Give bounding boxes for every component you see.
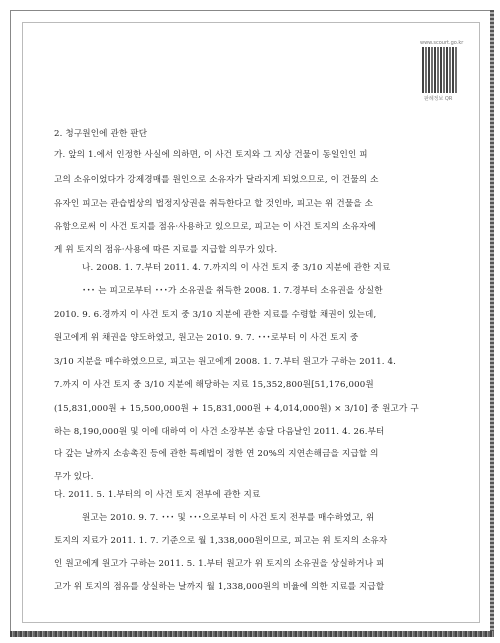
text-line: 하는 8,190,000원 및 이에 대하여 이 사건 소장부본 송달 다음날인 2011. 4. 26.부터	[54, 427, 385, 437]
text-line: 7.까지 이 사건 토지 중 3/10 지분에 해당하는 지료 15,352,800원[51,176,000원	[54, 380, 374, 390]
scan-edge-right	[490, 10, 494, 633]
scan-edge-bottom	[10, 631, 494, 637]
text-line: 유자인 피고는 관습법상의 법정지상권을 취득한다고 할 것인바, 피고는 위 건물을 소	[54, 199, 374, 209]
text-line: 토지의 지료가 2011. 1. 7. 기준으로 월 1,338,000원이므로, 피고는 위 토지의 소유자	[54, 536, 388, 546]
subsection-heading: 다. 2011. 5. 1.부터의 이 사건 토지 전부에 관한 지료	[54, 490, 261, 500]
text-line: 고가 위 토지의 점유를 상실하는 날까지 월 1,338,000원의 비율에 의한 지료를 지급할	[54, 582, 385, 592]
text-line: 인 원고에게 원고가 구하는 2011. 5. 1.부터 원고가 위 토지의 소유권을 상실하거나 피	[54, 559, 385, 569]
text-line: 원고에게 위 채권을 양도하였고, 원고는 2010. 9. 7. ･･･로부터 이 사건 토지 중	[54, 333, 359, 343]
text-line: (15,831,000원 + 15,500,000원 + 15,831,000원 + 4,014,000원) × 3/10] 중 원고가 구	[54, 404, 419, 414]
text-line: 가. 앞의 1.에서 인정한 사실에 의하면, 이 사건 토지와 그 지상 건물이 동일인인 피	[54, 150, 368, 160]
text-line: 원고는 2010. 9. 7. ･･･ 및 ･･･으로부터 이 사건 토지 전부를 매수하였고, 위	[82, 513, 375, 523]
page-inner-border	[22, 22, 480, 623]
text-line: 게 위 토지의 점유·사용에 따른 지료를 지급할 의무가 있다.	[54, 245, 278, 255]
text-line: 2010. 9. 6.경까지 이 사건 토지 중 3/10 지분에 관한 지료를 수령할 채권이 있는데,	[54, 310, 377, 320]
text-line: 3/10 지분을 매수하였으므로, 피고는 원고에게 2008. 1. 7.부터 원고가 구하는 2011. 4.	[54, 357, 396, 367]
text-line: ･･･ 는 피고로부터 ･･･가 소유권을 취득한 2008. 1. 7.경부터 소유권을 상실한	[82, 286, 383, 296]
text-line: 무가 있다.	[54, 472, 94, 482]
text-line: 다 갚는 날까지 소송촉진 등에 관한 특례법이 정한 연 20%의 지연손해금을 지급할 의	[54, 449, 379, 459]
qr-caption-top: www.scourt.go.kr	[420, 40, 464, 46]
section-heading: 2. 청구원인에 관한 판단	[54, 129, 148, 139]
subsection-heading: 나. 2008. 1. 7.부터 2011. 4. 7.까지의 이 사건 토지 중 3/10 지분에 관한 지료	[82, 263, 391, 273]
text-line: 고의 소유이었다가 강제경매를 원인으로 소유자가 달라지게 되었으므로, 이 건물의 소	[54, 175, 379, 185]
text-line: 유함으로써 이 사건 토지를 점유·사용하고 있으므로, 피고는 이 사건 토지의 소유자에	[54, 222, 376, 232]
qr-code-image	[422, 47, 458, 93]
qr-caption-bottom: 판례정보 QR	[424, 96, 453, 102]
